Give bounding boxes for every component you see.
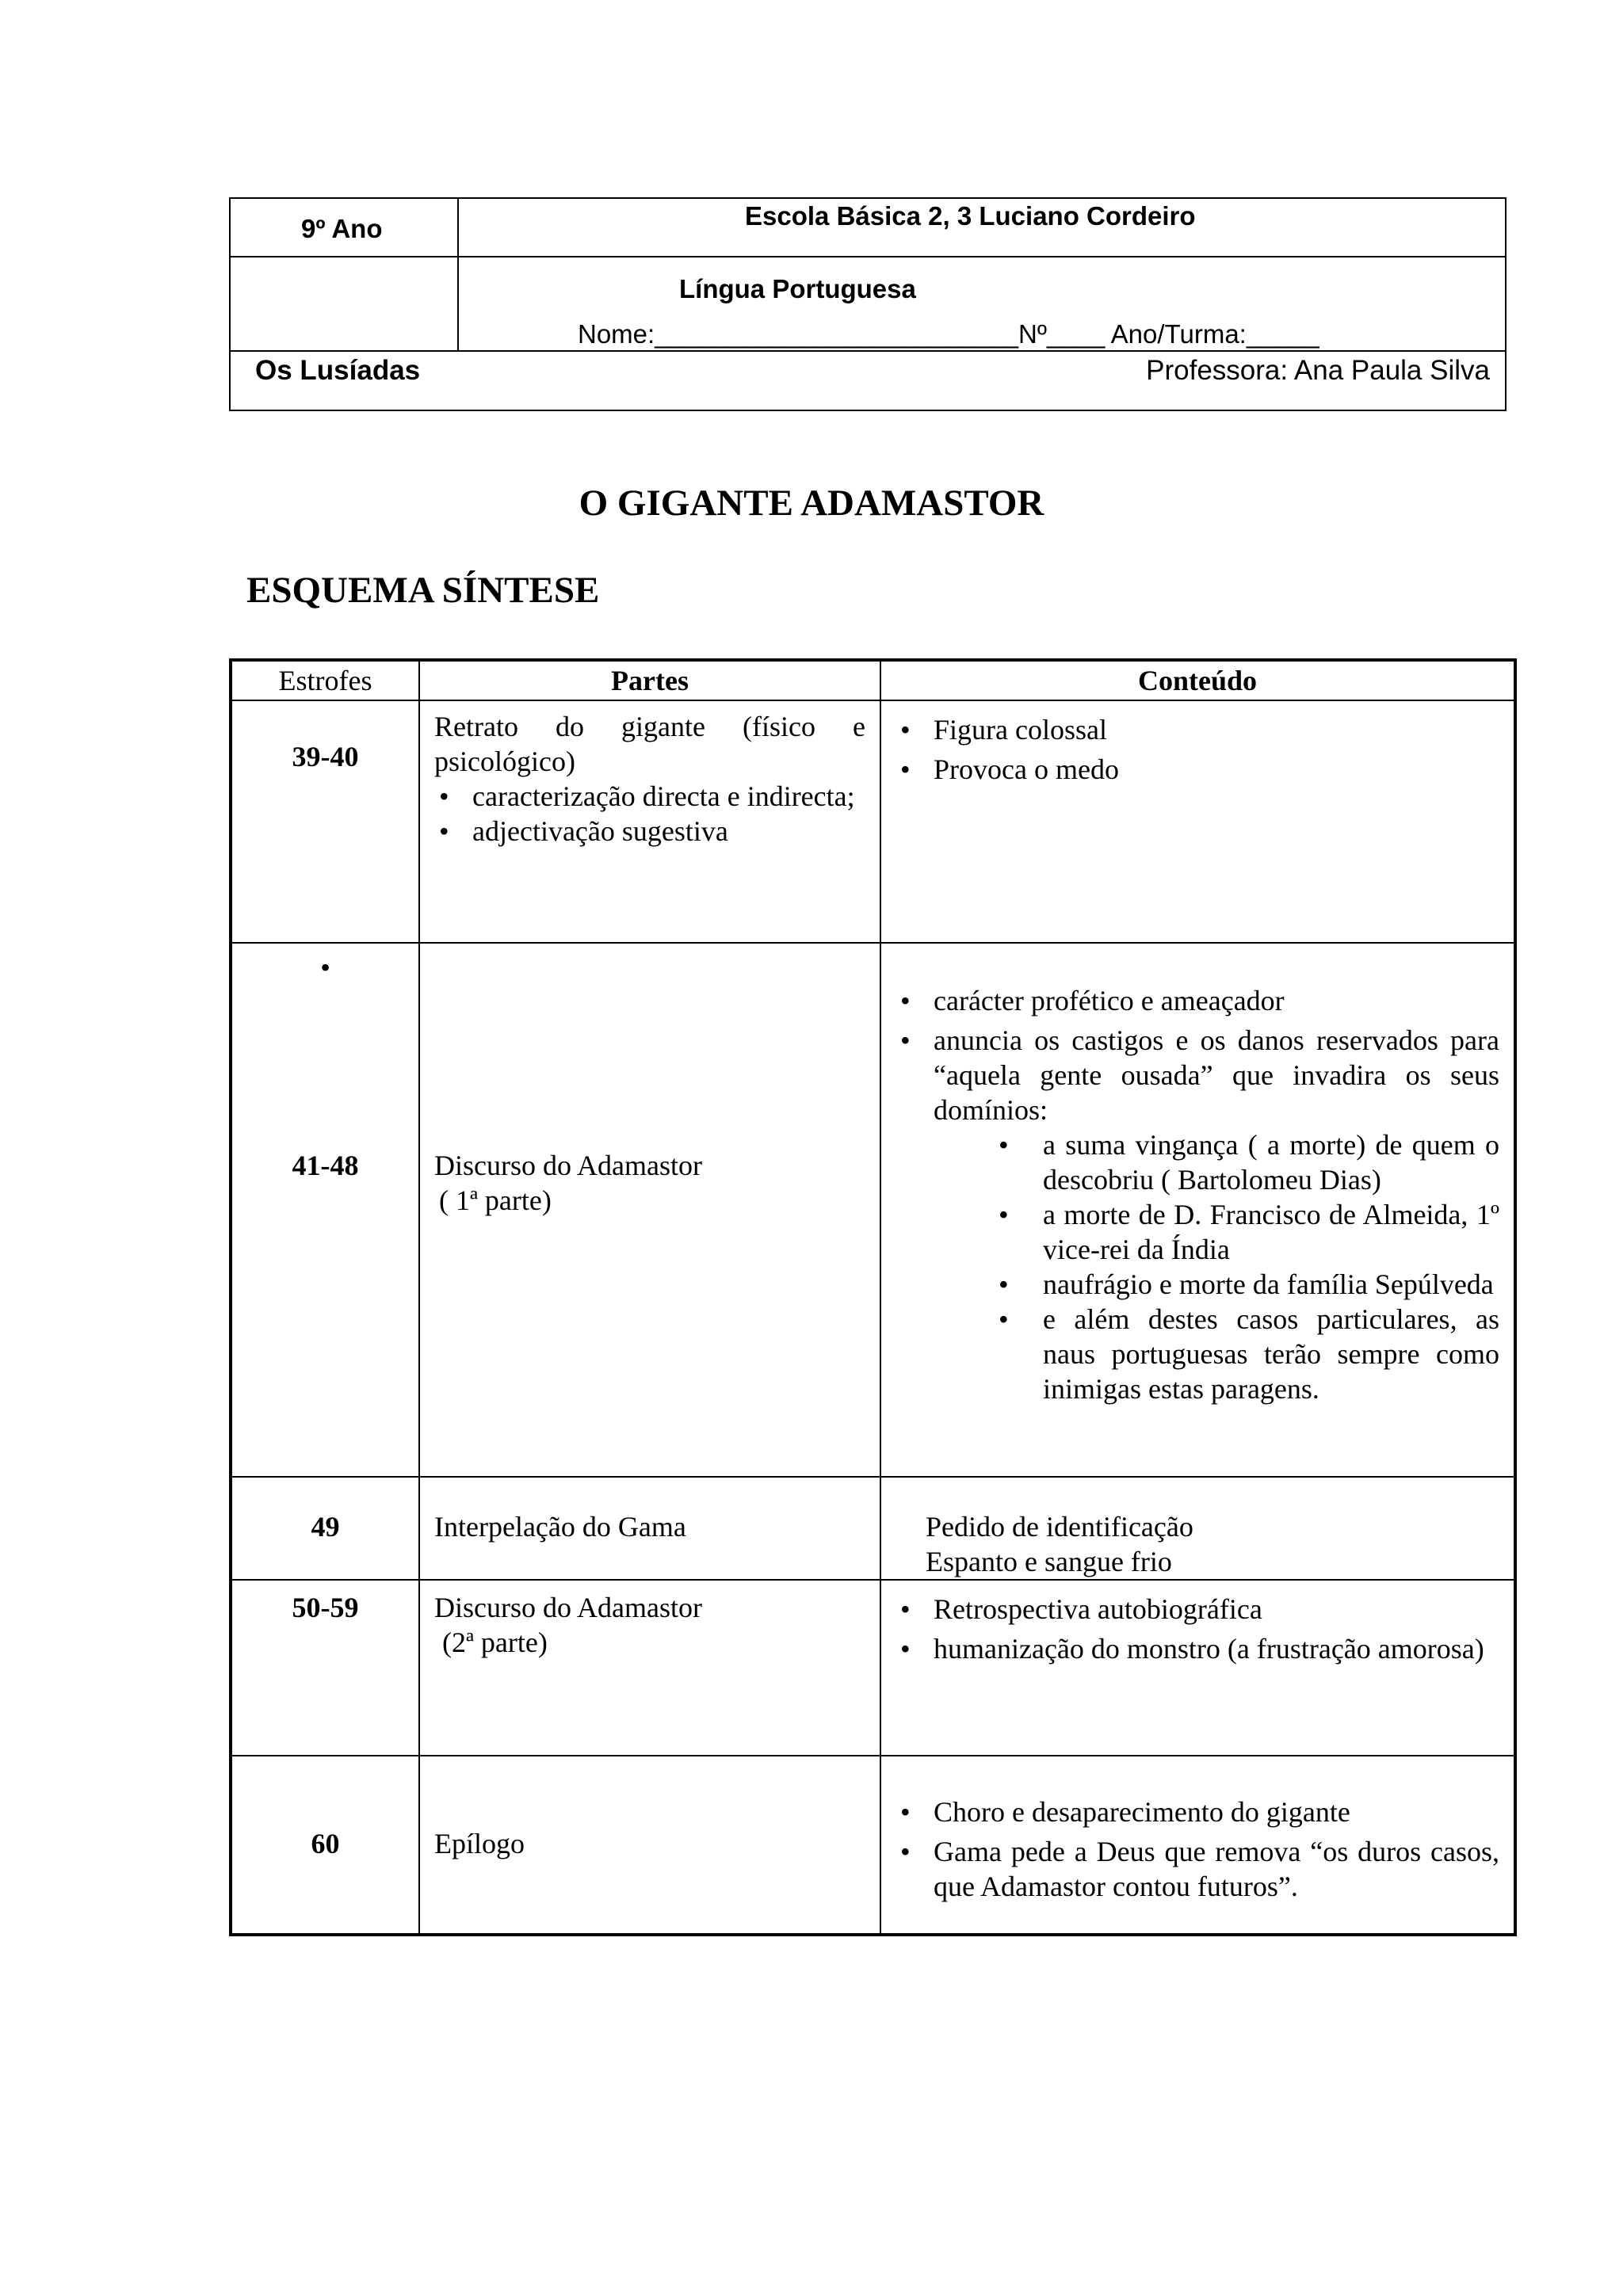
estrofes-cell [231, 1756, 419, 1935]
estrofes-value: 41-48 [292, 1150, 359, 1181]
section-title: ESQUEMA SÍNTESE [246, 570, 600, 611]
header-conteudo: Conteúdo [880, 660, 1515, 700]
partes-text: Interpelação do Gama [434, 1511, 686, 1543]
sub-list-item: • a morte de D. Francisco de Almeida, 1º vice-rei da Índia [994, 1197, 1499, 1267]
list-item: • Retrospectiva autobiográfica [896, 1592, 1499, 1627]
name-field-line[interactable]: Nome:_________________________Nº____ Ano/Turma:_____ [578, 319, 1319, 349]
list-item: • Gama pede a Deus que remova “os duros casos, que Adamastor contou futuros”. [896, 1834, 1499, 1904]
conteudo-line: Pedido de identificação [926, 1511, 1193, 1543]
partes-subtext: ( 1ª parte) [439, 1184, 552, 1216]
partes-text: Epílogo [434, 1828, 525, 1859]
partes-cell [419, 1580, 880, 1756]
conteudo-line: Espanto e sangue frio [926, 1546, 1172, 1577]
estrofes-value: 60 [311, 1828, 340, 1859]
list-item: • anuncia os castigos e os danos reservados para “aquela gente ousada” que invadira os seus domínios: [896, 1023, 1499, 1127]
partes-cell [419, 943, 880, 1477]
bullet-marker: • [320, 952, 330, 983]
estrofes-cell [231, 1580, 419, 1756]
header-divider-2 [229, 350, 1507, 352]
header-divider-vertical [457, 197, 459, 351]
table-row [231, 1756, 1515, 1935]
conteudo-cell [880, 943, 1515, 1477]
year-label: 9º Ano [301, 214, 383, 243]
header-partes: Partes [419, 660, 880, 700]
estrofes-value: 39-40 [292, 741, 359, 772]
estrofes-value: 50-59 [292, 1592, 359, 1623]
sub-list-item: • a suma vingança ( a morte) de quem o descobriu ( Bartolomeu Dias) [994, 1127, 1499, 1197]
teacher-name: Professora: Ana Paula Silva [1146, 355, 1490, 386]
table-row [231, 1477, 1515, 1580]
estrofes-cell [231, 943, 419, 1477]
header-estrofes: Estrofes [231, 660, 419, 700]
subject-label: Língua Portuguesa [679, 274, 916, 303]
list-item: • caracterização directa e indirecta; [434, 779, 865, 814]
list-item: • carácter profético e ameaçador [896, 983, 1499, 1018]
list-item: • Provoca o medo [896, 752, 1499, 787]
sub-list-item: • naufrágio e morte da família Sepúlveda [994, 1267, 1499, 1302]
list-item: • adjectivação sugestiva [434, 814, 865, 849]
table-row [231, 943, 1515, 1477]
sub-list-item: • e além destes casos particulares, as naus portuguesas terão sempre como inimigas estas paragens. [994, 1302, 1499, 1406]
list-item-text: • humanização do monstro (a frustração amorosa) [934, 1633, 1484, 1665]
school-name: Escola Básica 2, 3 Luciano Cordeiro [745, 201, 1196, 231]
header-divider-1 [229, 256, 1507, 257]
list-item [896, 1631, 1499, 1666]
table-row [231, 1580, 1515, 1756]
list-item: • Choro e desaparecimento do gigante [896, 1794, 1499, 1829]
partes-text: Discurso do Adamastor [434, 1592, 702, 1623]
list-item: • Figura colossal [896, 712, 1499, 747]
conteudo-cell [880, 1580, 1515, 1756]
partes-cell [419, 700, 880, 943]
estrofes-cell [231, 700, 419, 943]
conteudo-cell [880, 1756, 1515, 1935]
estrofes-cell [231, 1477, 419, 1580]
partes-text: Discurso do Adamastor [434, 1150, 702, 1181]
table-header-row [231, 660, 1515, 700]
table-row [231, 700, 1515, 943]
estrofes-value: 49 [311, 1511, 340, 1543]
partes-cell [419, 1756, 880, 1935]
synthesis-table [229, 658, 1517, 1936]
partes-cell [419, 1477, 880, 1580]
partes-subtext: (2ª parte) [442, 1627, 548, 1658]
page-title: O GIGANTE ADAMASTOR [579, 482, 1044, 524]
conteudo-cell [880, 1477, 1515, 1580]
conteudo-cell [880, 700, 1515, 943]
partes-text: Retrato do gigante (físico e psicológico) [434, 711, 865, 777]
work-title: Os Lusíadas [255, 355, 421, 386]
